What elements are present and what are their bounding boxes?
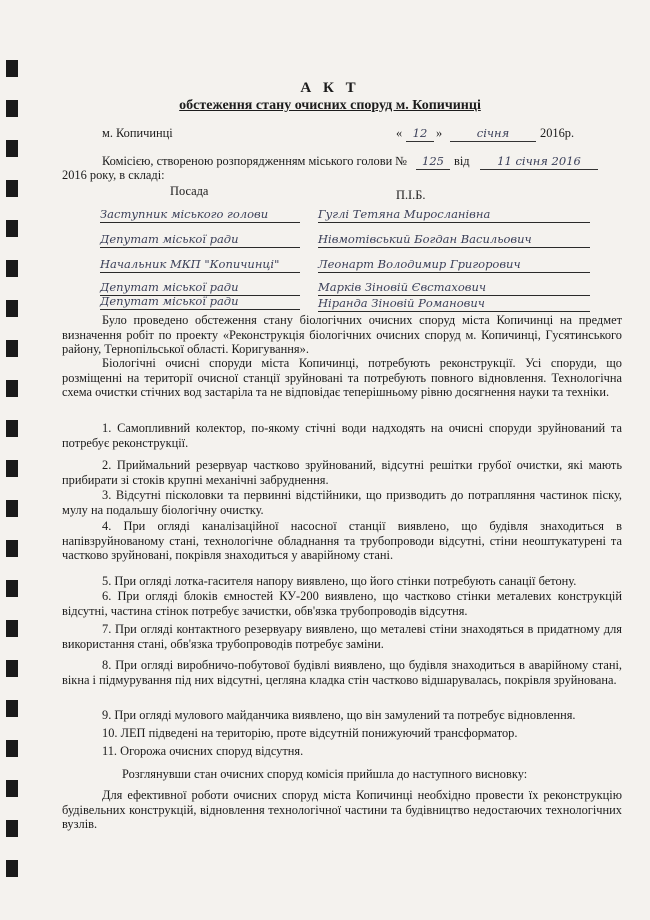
conclusion-lead: Розглянувши стан очисних споруд комісія прийшла до наступного висновку:: [122, 767, 528, 781]
close-quote: »: [436, 126, 443, 140]
open-quote: «: [396, 126, 403, 140]
binding-mark: [6, 860, 18, 877]
finding-item-5: 5. При огляді лотка-гасителя напору виявлено, що його стінки потребують санації бетону.: [102, 574, 577, 588]
binding-mark: [6, 620, 18, 637]
city-label: м. Копичинці: [102, 126, 173, 140]
document-title: А К Т: [300, 80, 360, 96]
member-name: Гуглі Тетяна Миросланівна: [318, 207, 590, 223]
member-name: Леонарт Володимир Григорович: [318, 257, 590, 273]
binding-mark: [6, 260, 18, 277]
finding-item-1: 1. Самопливний колектор, по-якому стічні води надходять на очисні споруди зруйнований та потребує реконструкції.: [62, 421, 622, 450]
binding-mark: [6, 460, 18, 477]
date-year: 2016р.: [540, 126, 575, 140]
document-page: [40, 0, 640, 920]
member-position: Начальник МКП "Копичинці": [100, 257, 300, 273]
binding-mark: [6, 220, 18, 237]
member-name: Нівмотівський Богдан Васильович: [318, 232, 590, 248]
finding-item-3: 3. Відсутні пісколовки та первинні відстійники, що призводить до потрапляння частинок піску, мулу на подальшу біологічну очистку.: [62, 488, 622, 517]
member-position: Заступник міського голови: [100, 207, 300, 223]
finding-item-10: 10. ЛЕП підведені на територію, проте відсутній понижуючий трансформатор.: [102, 726, 518, 740]
member-position: Депутат міської ради: [100, 294, 300, 310]
binding-mark: [6, 740, 18, 757]
binding-mark: [6, 300, 18, 317]
order-date-label: від: [454, 154, 470, 168]
date-month: січня: [450, 126, 536, 142]
commission-tail: 2016 року, в складі:: [62, 168, 165, 182]
finding-item-9: 9. При огляді мулового майданчика виявлено, що він замулений та потребує відновлення.: [102, 708, 576, 722]
order-number: 125: [416, 154, 450, 170]
binding-mark: [6, 780, 18, 797]
binding-mark: [6, 60, 18, 77]
member-name: Ніранда Зіновій Романович: [318, 296, 590, 312]
document-subtitle: обстеження стану очисних споруд м. Копичинці: [179, 98, 481, 113]
binding-mark: [6, 700, 18, 717]
binding-mark: [6, 100, 18, 117]
conclusion-paragraph: Для ефективної роботи очисних споруд міста Копичинці необхідно провести їх реконструкцію будівельних конструкцій, відновлення технологічної частини та будівництво недостаючих технологічних вузлів.: [62, 788, 622, 832]
finding-item-4: 4. При огляді каналізаційної насосної станції виявлено, що будівля знаходиться в напівзруйнованому стані, технологічне обладнання та трубопроводи відсутні, стіни неоштукатурені та частково зруйновані, покрівля знаходиться у аварійному стані.: [62, 519, 622, 563]
finding-item-2: 2. Приймальний резервуар частково зруйнований, відсутні решітки грубої очистки, які мають прибирати зі стоків крупні механічні забруднення.: [62, 458, 622, 487]
finding-item-11: 11. Огорожа очисних споруд відсутня.: [102, 744, 304, 758]
member-position: Депутат міської ради: [100, 232, 300, 248]
finding-item-6: 6. При огляді блоків ємностей КУ-200 виявлено, що частково стінки металевих конструкцій відсутні, частина стінок потребує зачистки, обв'язка трубопроводів відсутня.: [62, 589, 622, 618]
finding-item-7: 7. При огляді контактного резервуару виявлено, що металеві стіни знаходяться в придатному для використання стані, обв'язка трубопроводів потребує заміни.: [62, 622, 622, 651]
date-day: 12: [406, 126, 434, 142]
binding-mark: [6, 500, 18, 517]
intro-paragraph: Було проведено обстеження стану біологічних очисних споруд міста Копичинці на предмет визначення робіт по проекту «Реконструкція біологічних очисних споруд м. Копичинці, Гусятинського району, Тернопільської області. Коригування».: [62, 313, 622, 357]
binding-mark: [6, 380, 18, 397]
member-name: Марків Зіновій Євстахович: [318, 280, 590, 296]
state-paragraph: Біологічні очисні споруди міста Копичинці, потребують реконструкції. Усі споруди, що розміщенні на території очисної станції зруйновані та потребують повного відновлення. Технологічна схема очистки стічних вод застаріла та не відповідає теперішньому рівню досягнення науки та техніки.: [62, 356, 622, 400]
binding-mark: [6, 340, 18, 357]
binding-mark: [6, 580, 18, 597]
member-position: Депутат міської ради: [100, 280, 300, 296]
binding-mark: [6, 660, 18, 677]
binding-mark: [6, 540, 18, 557]
commission-text: Комісією, створеною розпорядженням міського голови №: [102, 154, 408, 168]
position-column-header: Посада: [170, 184, 209, 198]
binding-mark: [6, 820, 18, 837]
scan-edge: [0, 0, 28, 920]
binding-mark: [6, 140, 18, 157]
binding-mark: [6, 420, 18, 437]
binding-mark: [6, 180, 18, 197]
name-column-header: П.І.Б.: [396, 188, 426, 202]
finding-item-8: 8. При огляді виробничо-побутової будівлі виявлено, що будівля знаходиться в аварійному стані, вікна і підмурування під них відсутні, цегляна кладка стін частково відшарувалась, покрівля зруйнована.: [62, 658, 622, 687]
order-date: 11 січня 2016: [480, 154, 598, 170]
